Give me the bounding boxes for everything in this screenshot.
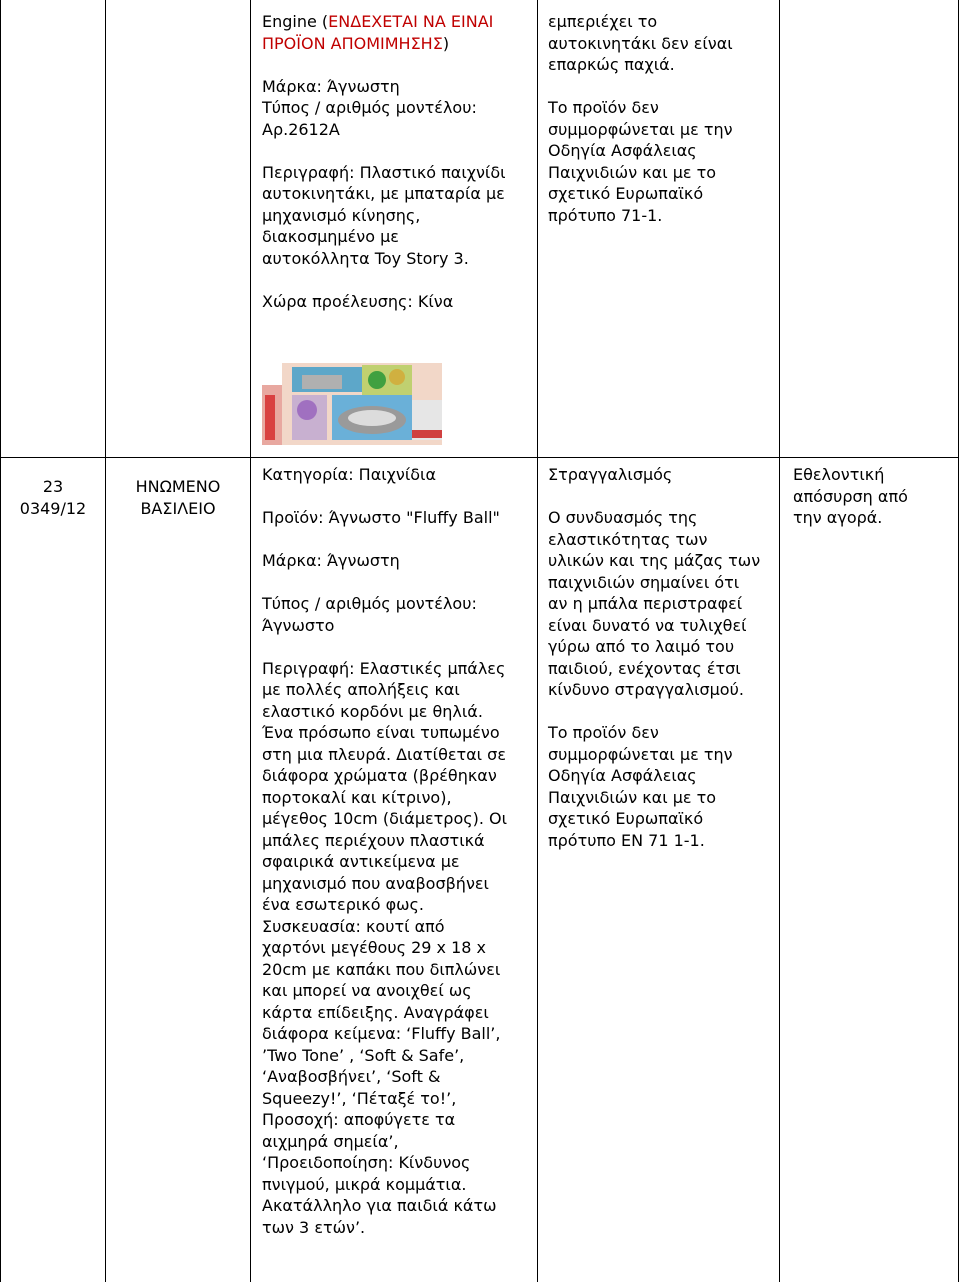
description-line: και μπορεί να ανοιχθεί ως — [262, 981, 472, 1000]
risk-line: Το προϊόν δεν — [548, 723, 659, 742]
risk-line: πρότυπο ΕΝ 71 1-1. — [548, 830, 705, 850]
model-value: Αρ.2612Α — [262, 119, 340, 139]
description-line: ‘Προειδοποίηση: Κίνδυνος — [262, 1153, 471, 1172]
risk-line: αυτοκινητάκι δεν είναι — [548, 33, 733, 53]
description-line: διάφορα χρώματα (βρέθηκαν — [262, 766, 497, 785]
risk-title: Στραγγαλισμός — [548, 465, 673, 484]
description-line: στη μια πλευρά. Διατίθεται σε — [262, 744, 506, 764]
product-name-cont: ΠΡΟΪΟΝ ΑΠΟΜΙΜΗΣΗΣ) — [262, 33, 450, 53]
risk-line: συμμορφώνεται με την — [548, 119, 733, 139]
country-line: ΒΑΣΙΛΕΙΟ — [140, 498, 216, 518]
table-border-left — [0, 0, 1, 1282]
measures-cell — [793, 464, 953, 529]
risk-line: Ο συνδυασμός της — [548, 508, 698, 527]
table-border-right — [958, 0, 959, 1282]
description-line: μπάλες περιέχουν πλαστικά — [262, 830, 485, 850]
product-photo — [262, 355, 524, 445]
product-name: Προϊόν: Άγνωστο "Fluffy Ball" — [262, 508, 500, 527]
brand: Μάρκα: Άγνωστη — [262, 76, 400, 96]
table-border-2 — [250, 0, 251, 1282]
table-border-4 — [779, 0, 780, 1282]
description-line: ένα εσωτερικό φως. — [262, 895, 424, 914]
risk-line: αν η μπάλα περιστραφεί — [548, 594, 743, 613]
risk-line: σχετικό Ευρωπαϊκό — [548, 184, 704, 203]
description-line: διακοσμημένο με — [262, 227, 399, 246]
description-line: αιχμηρά σημεία’, — [262, 1131, 399, 1151]
risk-line: Οδηγία Ασφάλειας — [548, 766, 697, 785]
row-number-cell — [1, 476, 105, 519]
description-line: ’Two Tone’ , ‘Soft & Safe’, — [262, 1045, 465, 1065]
table-border-3 — [537, 0, 538, 1282]
description-line: Ακατάλληλο για παιδιά κάτω — [262, 1196, 497, 1215]
origin: Χώρα προέλευσης: Κίνα — [262, 291, 454, 311]
risk-line: σχετικό Ευρωπαϊκό — [548, 809, 704, 828]
description-line: Περιγραφή: Ελαστικές μπάλες — [262, 658, 506, 678]
product-cell — [262, 464, 534, 1238]
description-line: Squeezy!’, ‘Πέταξέ το!’, — [262, 1088, 457, 1108]
product-name: Engine (ΕΝΔΕΧΕΤΑΙ ΝΑ ΕΙΝΑΙ — [262, 12, 494, 31]
description-line: χαρτόνι μεγέθους 29 x 18 x — [262, 938, 486, 957]
brand: Μάρκα: Άγνωστη — [262, 551, 400, 570]
measures-line: απόσυρση από — [793, 486, 908, 506]
table-border-1 — [105, 0, 106, 1282]
description-line: 20cm με καπάκι που διπλώνει — [262, 959, 501, 979]
description-line: πορτοκαλί και κίτρινο), — [262, 787, 452, 807]
description-line: Προσοχή: αποφύγετε τα — [262, 1110, 456, 1129]
risk-line: Παιχνιδιών και με το — [548, 162, 717, 182]
product-cell-top — [262, 11, 534, 312]
description-line: μέγεθος 10cm (διάμετρος). Οι — [262, 809, 508, 828]
description-line: κάρτα επίδειξης. Αναγράφει — [262, 1002, 489, 1022]
model-label: Τύπος / αριθμός μοντέλου: — [262, 594, 477, 613]
risk-line: παιχνιδιών σημαίνει ότι — [548, 572, 740, 592]
risk-line: πρότυπο 71-1. — [548, 205, 663, 225]
description-line: διάφορα κείμενα: ‘Fluffy Ball’, — [262, 1024, 501, 1043]
description-line: αυτοκινητάκι, με μπαταρία με — [262, 184, 505, 203]
country-cell — [106, 476, 250, 519]
risk-line: Οδηγία Ασφάλειας — [548, 141, 697, 160]
risk-line: υλικών και της μάζας των — [548, 551, 761, 570]
description-line: πνιγμού, μικρά κομμάτια. — [262, 1174, 467, 1194]
description-line: Ένα πρόσωπο είναι τυπωμένο — [262, 723, 500, 742]
measures-line: την αγορά. — [793, 508, 883, 527]
description-line: μηχανισμό που αναβοσβήνει — [262, 873, 489, 893]
description-line: μηχανισμό κίνησης, — [262, 205, 421, 225]
description-line: Περιγραφή: Πλαστικό παιχνίδι — [262, 162, 506, 182]
risk-line: κίνδυνο στραγγαλισμού. — [548, 680, 744, 699]
row-number: 23 — [42, 477, 64, 496]
description-line: Συσκευασία: κουτί από — [262, 916, 445, 936]
category: Κατηγορία: Παιχνίδια — [262, 465, 436, 484]
risk-line: συμμορφώνεται με την — [548, 744, 733, 764]
reference-number: 0349/12 — [19, 498, 87, 518]
risk-line: Παιχνιδιών και με το — [548, 787, 717, 807]
description-line: των 3 ετών’. — [262, 1217, 366, 1237]
description-line: αυτοκόλλητα Toy Story 3. — [262, 248, 469, 268]
risk-line: γύρω από το λαιμό του — [548, 637, 735, 656]
risk-line: είναι δυνατό να τυλιχθεί — [548, 615, 747, 635]
risk-line: Το προϊόν δεν — [548, 98, 659, 117]
description-line: ελαστικό κορδόνι με θηλιά. — [262, 701, 483, 721]
risk-line: ελαστικότητας των — [548, 529, 708, 549]
risk-line: εμπεριέχει το — [548, 12, 658, 31]
model-label: Τύπος / αριθμός μοντέλου: — [262, 98, 477, 117]
model-value: Άγνωστο — [262, 615, 335, 635]
risk-line: επαρκώς παχιά. — [548, 55, 675, 74]
risk-cell-top — [548, 11, 776, 226]
risk-line: παιδιού, ενέχοντας έτσι — [548, 658, 741, 678]
description-line: με πολλές απολήξεις και — [262, 680, 460, 699]
toy-box-image — [262, 355, 524, 445]
risk-cell — [548, 464, 776, 851]
measures-line: Εθελοντική — [793, 465, 885, 484]
description-line: σφαιρικά αντικείμενα με — [262, 852, 460, 871]
country-line: ΗΝΩΜΕΝΟ — [135, 477, 221, 496]
row-divider — [0, 457, 959, 458]
description-line: ‘Αναβοσβήνει’, ‘Soft & — [262, 1067, 441, 1086]
